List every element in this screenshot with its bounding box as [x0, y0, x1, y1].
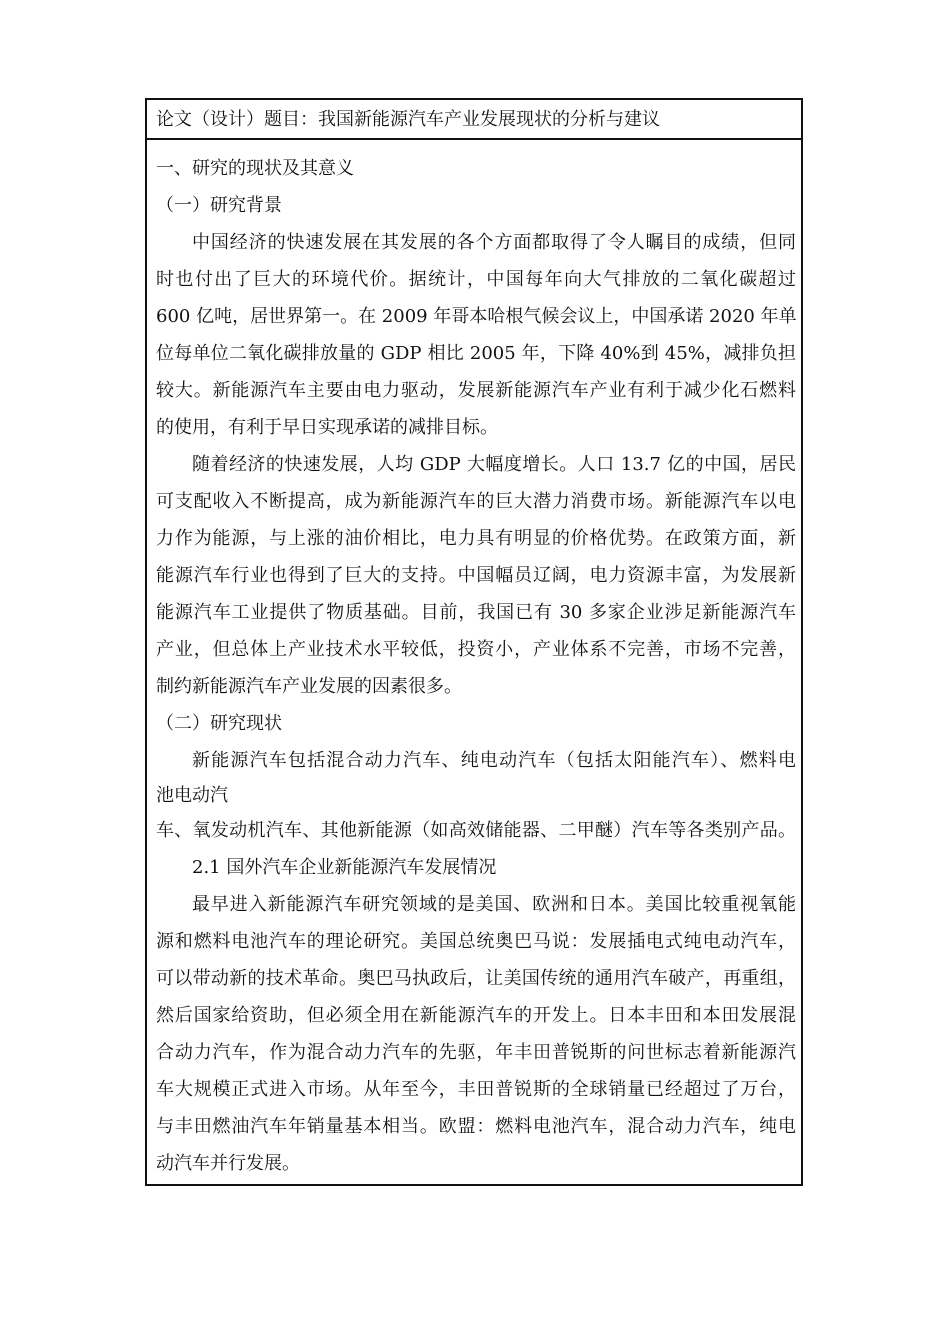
- paragraph-line: 制约新能源汽车产业发展的因素很多。: [156, 676, 462, 697]
- paragraph-line: 600 亿吨，居世界第一。在 2009 年哥本哈根气候会议上，中国承诺 2020 年单: [156, 306, 797, 327]
- paragraph-line: 能源汽车行业也得到了巨大的支持。中国幅员辽阔，电力资源丰富，为发展新: [156, 565, 796, 586]
- paragraph-line: 新能源汽车包括混合动力汽车、纯电动汽车（包括太阳能汽车）、燃料电: [192, 750, 796, 771]
- paragraph-line: 车、氧发动机汽车、其他新能源（如高效储能器、二甲醚）汽车等各类别产品。: [156, 820, 796, 841]
- paragraph-line: 动汽车并行发展。: [156, 1153, 300, 1174]
- paragraph-line: 能源汽车工业提供了物质基础。目前，我国已有 30 多家企业涉足新能源汽车: [156, 602, 796, 623]
- paragraph-line: 可以带动新的技术革命。奥巴马执政后，让美国传统的通用汽车破产，再重组，: [156, 968, 796, 989]
- paragraph-line: 合动力汽车，作为混合动力汽车的先驱，年丰田普锐斯的问世标志着新能源汽: [156, 1042, 796, 1063]
- subsection-heading: （一）研究背景: [156, 195, 282, 216]
- paragraph-line: 力作为能源，与上涨的油价相比，电力具有明显的价格优势。在政策方面，新: [156, 528, 796, 549]
- thesis-title: 论文（设计）题目：我国新能源汽车产业发展现状的分析与建议: [147, 100, 801, 140]
- paragraph-line: 车大规模正式进入市场。从年至今，丰田普锐斯的全球销量已经超过了万台，: [156, 1079, 796, 1100]
- document-table: [145, 98, 803, 1186]
- paragraph-line: 位每单位二氧化碳排放量的 GDP 相比 2005 年，下降 40%到 45%，减排负担: [156, 343, 796, 364]
- section-heading: 一、研究的现状及其意义: [156, 158, 354, 179]
- paragraph-line: 源和燃料电池汽车的理论研究。美国总统奥巴马说：发展插电式纯电动汽车，: [156, 931, 796, 952]
- paragraph-line: 产业，但总体上产业技术水平较低，投资小，产业体系不完善，市场不完善，: [156, 639, 796, 660]
- paragraph-line: 较大。新能源汽车主要由电力驱动，发展新能源汽车产业有利于减少化石燃料: [156, 380, 796, 401]
- paragraph-line: 与丰田燃油汽车年销量基本相当。欧盟：燃料电池汽车，混合动力汽车，纯电: [156, 1116, 796, 1137]
- paragraph-line: 中国经济的快速发展在其发展的各个方面都取得了令人瞩目的成绩，但同: [192, 232, 796, 253]
- paragraph-line: 最早进入新能源汽车研究领域的是美国、欧洲和日本。美国比较重视氧能: [192, 894, 796, 915]
- subheading-2-1: 2.1 国外汽车企业新能源汽车发展情况: [192, 857, 497, 878]
- paragraph-line: 的使用，有利于早日实现承诺的减排目标。: [156, 417, 498, 438]
- paragraph-line: 池电动汽: [156, 785, 228, 806]
- document-body: [156, 150, 796, 1182]
- paragraph-line: 然后国家给资助，但必须全用在新能源汽车的开发上。日本丰田和本田发展混: [156, 1005, 796, 1026]
- subsection-heading: （二）研究现状: [156, 713, 282, 734]
- paragraph-line: 可支配收入不断提高，成为新能源汽车的巨大潜力消费市场。新能源汽车以电: [156, 491, 796, 512]
- paragraph-line: 时也付出了巨大的环境代价。据统计，中国每年向大气排放的二氧化碳超过: [156, 269, 796, 290]
- paragraph-line: 随着经济的快速发展，人均 GDP 大幅度增长。人口 13.7 亿的中国，居民: [192, 454, 796, 475]
